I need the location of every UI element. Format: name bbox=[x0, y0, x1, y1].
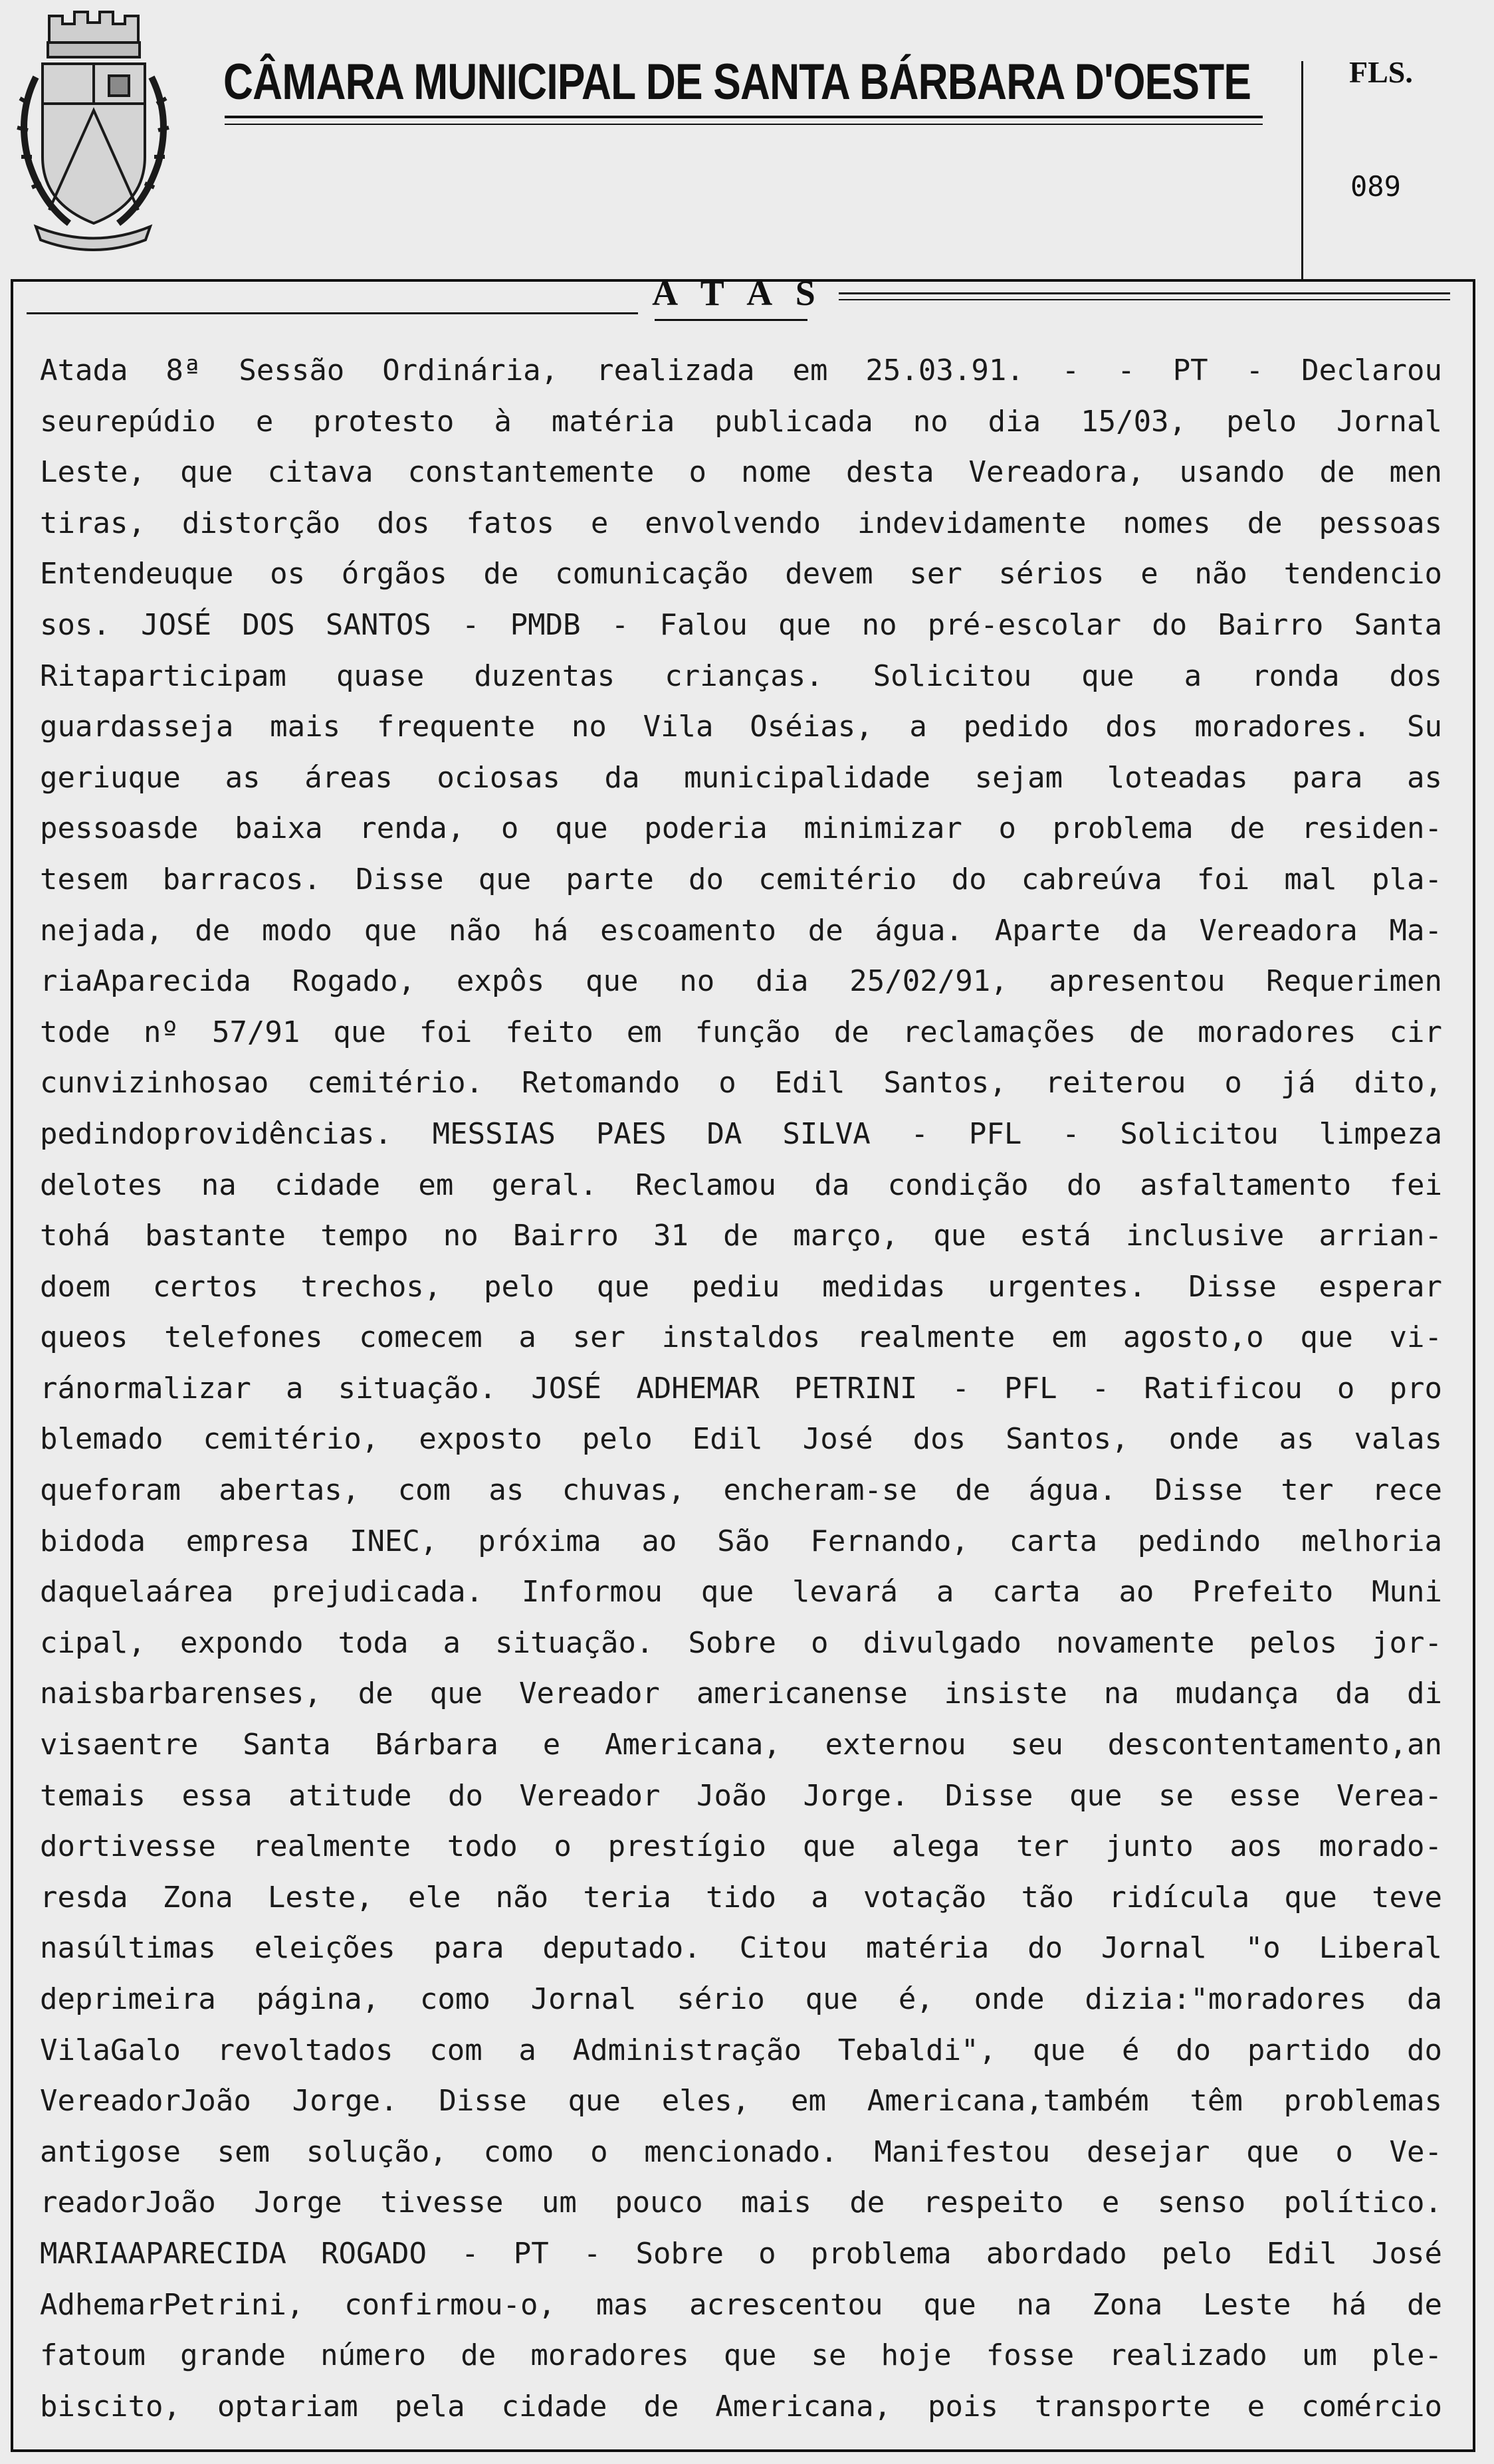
line-text: repúdio e protesto à matéria publicada no dia 15/03, pelo Jornal bbox=[92, 404, 1442, 439]
line-prefix: cipal bbox=[40, 1625, 128, 1660]
frame-rule-right-thin bbox=[839, 299, 1450, 300]
institution-name: CÂMARA MUNICIPAL DE SANTA BÁRBARA D'OESTE bbox=[223, 54, 1251, 110]
line-prefix: dor bbox=[40, 1829, 93, 1864]
line-text: os telefones comecem a ser instaldos realmente em agosto,o que vi- bbox=[92, 1320, 1442, 1355]
line-text: barbarenses, de que Vereador americanense insiste na mudança da di bbox=[110, 1677, 1442, 1711]
text-line bbox=[40, 2127, 1442, 2178]
text-line bbox=[40, 1771, 1442, 1822]
line-text: , de modo que não há escoamento de água. Aparte da Vereadora Ma- bbox=[145, 913, 1442, 948]
line-prefix: te bbox=[40, 1778, 75, 1813]
line-prefix: tiras bbox=[40, 506, 128, 540]
line-prefix: seu bbox=[40, 404, 93, 439]
line-text: em barracos. Disse que parte do cemitério do cabreúva foi mal pla- bbox=[92, 862, 1442, 896]
line-text: Galo revoltados com a Administração Tebaldi", que é do partido do bbox=[110, 2033, 1442, 2067]
text-line bbox=[40, 1669, 1442, 1720]
line-text: APARECIDA ROGADO - PT - Sobre o problema abordado pelo Edil José bbox=[128, 2236, 1442, 2271]
line-text: área prejudicada. Informou que levará a carta ao Prefeito Muni bbox=[163, 1575, 1442, 1609]
text-line bbox=[40, 600, 1442, 651]
section-title-rule bbox=[655, 319, 807, 321]
line-prefix: de bbox=[40, 1168, 75, 1202]
text-line bbox=[40, 1567, 1442, 1618]
text-line bbox=[40, 1007, 1442, 1059]
line-text: que as áreas ociosas da municipalidade sejam loteadas para as bbox=[128, 760, 1442, 795]
line-prefix: rá bbox=[40, 1371, 75, 1405]
line-text: da empresa INEC, próxima ao São Fernando, carta pedindo melhoria bbox=[110, 1524, 1442, 1558]
line-prefix: nais bbox=[40, 1677, 110, 1711]
text-line bbox=[40, 753, 1442, 804]
line-text: de baixa renda, o que poderia minimizar o problema de residen- bbox=[163, 811, 1442, 846]
line-text: , expondo toda a situação. Sobre o divulgado novamente pelos jor- bbox=[128, 1625, 1442, 1660]
line-text: do cemitério, exposto pelo Edil José dos Santos, onde as valas bbox=[128, 1422, 1442, 1457]
line-prefix: MARIA bbox=[40, 2236, 128, 2271]
line-prefix: Ata bbox=[40, 354, 93, 387]
text-line bbox=[40, 1465, 1442, 1516]
frame-rule-left bbox=[27, 312, 638, 314]
line-text: últimas eleições para deputado. Citou matéria do Jornal "o Liberal bbox=[92, 1931, 1442, 1966]
line-prefix: visa bbox=[40, 1728, 110, 1762]
line-prefix: Vereador bbox=[40, 2084, 181, 2118]
line-text: ao cemitério. Retomando o Edil Santos, reiterou o já dito, bbox=[233, 1066, 1442, 1100]
text-line bbox=[40, 1312, 1442, 1364]
minutes-body bbox=[40, 346, 1442, 2432]
text-line bbox=[40, 2076, 1442, 2127]
line-text: e sem solução, como o mencionado. Manifestou desejar que o Ve- bbox=[163, 2134, 1442, 2169]
text-line bbox=[40, 855, 1442, 906]
line-text: lotes na cidade em geral. Reclamou da condição do asfaltamento fei bbox=[74, 1168, 1442, 1202]
text-line bbox=[40, 549, 1442, 600]
text-line bbox=[40, 803, 1442, 855]
line-prefix: guardas bbox=[40, 710, 163, 744]
text-line bbox=[40, 1262, 1442, 1313]
line-prefix: de bbox=[40, 1982, 75, 2016]
line-prefix: Entendeu bbox=[40, 557, 181, 591]
text-line bbox=[40, 906, 1442, 957]
line-text: mais essa atitude do Vereador João Jorge. Disse que se esse Verea- bbox=[74, 1778, 1442, 1813]
line-text: foram abertas, com as chuvas, encheram-se de água. Disse ter rece bbox=[92, 1473, 1442, 1508]
line-prefix: que bbox=[40, 1320, 93, 1355]
header-rule-thin bbox=[225, 124, 1263, 125]
line-text: . JOSÉ DOS SANTOS - PMDB - Falou que no pré-escolar do Bairro Santa bbox=[92, 607, 1442, 642]
line-prefix: nas bbox=[40, 1931, 93, 1966]
line-prefix: Leste bbox=[40, 455, 128, 490]
text-line bbox=[40, 2025, 1442, 2077]
text-line bbox=[40, 702, 1442, 753]
text-line bbox=[40, 2330, 1442, 2382]
text-line bbox=[40, 397, 1442, 448]
line-text: João Jorge. Disse que eles, em Americana,também têm problemas bbox=[180, 2084, 1442, 2118]
line-text: João Jorge tivesse um pouco mais de respeito e senso político. bbox=[145, 2186, 1442, 2220]
text-line bbox=[40, 1516, 1442, 1568]
line-text: tivesse realmente todo o prestígio que alega ter junto aos morado- bbox=[92, 1829, 1442, 1864]
text-line bbox=[40, 2178, 1442, 2229]
line-prefix: Vila bbox=[40, 2033, 110, 2067]
line-text: há bastante tempo no Bairro 31 de março, que está inclusive arrian- bbox=[74, 1219, 1442, 1253]
text-line bbox=[40, 1720, 1442, 1771]
line-prefix: to bbox=[40, 1015, 75, 1049]
line-text: Petrini, confirmou-o, mas acrescentou que na Zona Leste há de bbox=[163, 2287, 1442, 2322]
text-line bbox=[40, 498, 1442, 550]
line-prefix: cunvizinhos bbox=[40, 1066, 234, 1100]
line-text: em certos trechos, pelo que pediu medidas urgentes. Disse esperar bbox=[74, 1269, 1442, 1304]
line-prefix: blema bbox=[40, 1422, 128, 1457]
folio-number: 089 bbox=[1350, 170, 1401, 203]
text-line bbox=[40, 2229, 1442, 2280]
text-line bbox=[40, 1109, 1442, 1160]
text-line bbox=[40, 651, 1442, 702]
text-line bbox=[40, 447, 1442, 498]
line-text: da Zona Leste, ele não teria tido a votação tão ridícula que teve bbox=[92, 1880, 1442, 1914]
line-text: , distorção dos fatos e envolvendo indevidamente nomes de pessoas bbox=[128, 506, 1442, 540]
line-text: um grande número de moradores que se hoje fosse realizado um ple- bbox=[110, 2338, 1442, 2373]
line-text: normalizar a situação. JOSÉ ADHEMAR PETRINI - PFL - Ratificou o pro bbox=[74, 1371, 1442, 1405]
line-prefix: que bbox=[40, 1473, 93, 1508]
text-line bbox=[40, 1821, 1442, 1873]
line-text: da 8ª Sessão Ordinária, realizada em 25.03.91. - - PT - Declarou bbox=[92, 354, 1442, 387]
text-line bbox=[40, 2382, 1442, 2433]
line-prefix: ria bbox=[40, 964, 93, 999]
line-text: , optariam pela cidade de Americana, pois transporte e comércio bbox=[163, 2389, 1442, 2423]
line-prefix: antigos bbox=[40, 2134, 163, 2169]
text-line bbox=[40, 2280, 1442, 2331]
line-prefix: to bbox=[40, 1219, 75, 1253]
text-line bbox=[40, 1873, 1442, 1924]
fls-label: FLS. bbox=[1349, 55, 1413, 89]
text-line bbox=[40, 956, 1442, 1007]
line-text: primeira página, como Jornal sério que é, onde dizia:"moradores da bbox=[74, 1982, 1442, 2016]
line-prefix: biscito bbox=[40, 2389, 163, 2423]
text-line bbox=[40, 346, 1442, 397]
text-line bbox=[40, 1160, 1442, 1211]
line-text: , que citava constantemente o nome desta Vereadora, usando de men bbox=[128, 455, 1442, 490]
line-prefix: daquela bbox=[40, 1575, 163, 1609]
text-line bbox=[40, 1414, 1442, 1465]
header-divider bbox=[1301, 61, 1303, 280]
line-prefix: Rita bbox=[40, 659, 110, 693]
line-prefix: bido bbox=[40, 1524, 110, 1558]
line-prefix: res bbox=[40, 1880, 93, 1914]
line-prefix: fato bbox=[40, 2338, 110, 2373]
line-prefix: reador bbox=[40, 2186, 146, 2220]
line-prefix: pessoas bbox=[40, 811, 163, 846]
coat-of-arms-icon bbox=[9, 4, 177, 251]
frame-rule-right bbox=[839, 292, 1450, 294]
line-text: que os órgãos de comunicação devem ser sérios e não tendencio bbox=[180, 557, 1442, 591]
text-line bbox=[40, 1974, 1442, 2025]
line-text: seja mais frequente no Vila Oséias, a pedido dos moradores. Su bbox=[163, 710, 1442, 744]
line-prefix: nejada bbox=[40, 913, 146, 948]
text-line bbox=[40, 1923, 1442, 1974]
text-line bbox=[40, 1211, 1442, 1262]
line-prefix: do bbox=[40, 1269, 75, 1304]
line-text: providências. MESSIAS PAES DA SILVA - PFL - Solicitou limpeza bbox=[163, 1116, 1442, 1151]
text-line bbox=[40, 1618, 1442, 1669]
line-prefix: geriu bbox=[40, 760, 128, 795]
line-text: Aparecida Rogado, expôs que no dia 25/02/91, apresentou Requerimen bbox=[92, 964, 1442, 999]
line-text: entre Santa Bárbara e Americana, externou seu descontentamento,an bbox=[110, 1728, 1442, 1762]
section-title: A T A S bbox=[652, 273, 823, 313]
line-text: participam quase duzentas crianças. Solicitou que a ronda dos bbox=[110, 659, 1442, 693]
line-text: de nº 57/91 que foi feito em função de reclamações de moradores cir bbox=[74, 1015, 1442, 1049]
line-prefix: Adhemar bbox=[40, 2287, 163, 2322]
text-line bbox=[40, 1364, 1442, 1415]
header-rule bbox=[225, 116, 1263, 118]
line-prefix: tes bbox=[40, 862, 93, 896]
line-prefix: pedindo bbox=[40, 1116, 163, 1151]
line-prefix: sos bbox=[40, 607, 93, 642]
text-line bbox=[40, 1058, 1442, 1109]
